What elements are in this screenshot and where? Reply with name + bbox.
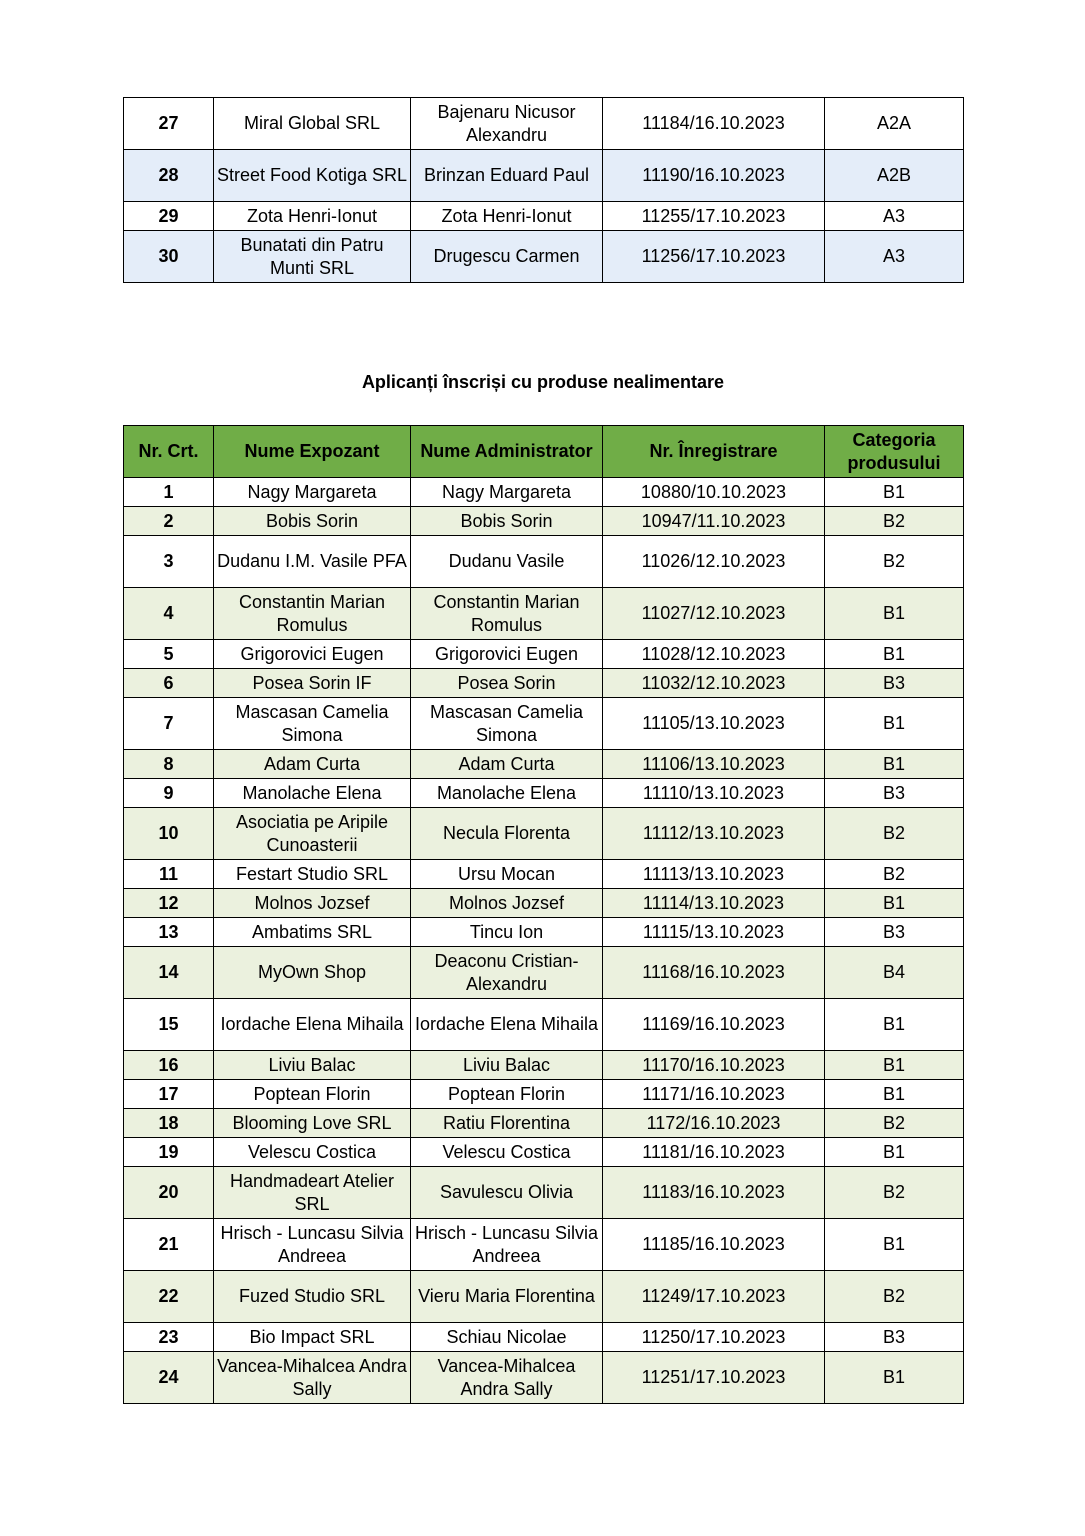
cell-nr-inregistrare: 1172/16.10.2023 — [603, 1109, 825, 1138]
cell-nume-expozant: Liviu Balac — [214, 1051, 411, 1080]
cell-nr: 14 — [124, 947, 214, 999]
header-nr-inregistrare: Nr. Înregistrare — [603, 426, 825, 478]
cell-categoria: B1 — [825, 698, 964, 750]
cell-nume-expozant: Mascasan Camelia Simona — [214, 698, 411, 750]
section-title: Aplicanți înscriși cu produse nealimentare — [361, 372, 725, 392]
cell-nume-expozant: Miral Global SRL — [214, 98, 411, 150]
top-table-body — [124, 98, 964, 283]
table-row — [124, 478, 964, 507]
cell-categoria: A3 — [825, 202, 964, 231]
cell-nume-administrator: Constantin Marian Romulus — [411, 588, 603, 640]
cell-nr-inregistrare: 11250/17.10.2023 — [603, 1323, 825, 1352]
cell-nr-inregistrare: 11249/17.10.2023 — [603, 1271, 825, 1323]
cell-nume-expozant: Nagy Margareta — [214, 478, 411, 507]
cell-nr: 9 — [124, 779, 214, 808]
cell-nume-expozant: Blooming Love SRL — [214, 1109, 411, 1138]
table-row — [124, 98, 964, 150]
cell-nr: 13 — [124, 918, 214, 947]
cell-nume-expozant: Vancea-Mihalcea Andra Sally — [214, 1352, 411, 1404]
cell-categoria: B1 — [825, 750, 964, 779]
header-row — [124, 426, 964, 478]
cell-nume-administrator: Deaconu Cristian-Alexandru — [411, 947, 603, 999]
cell-nr-inregistrare: 11181/16.10.2023 — [603, 1138, 825, 1167]
cell-nume-administrator: Tincu Ion — [411, 918, 603, 947]
cell-nr: 29 — [124, 202, 214, 231]
cell-nume-expozant: Festart Studio SRL — [214, 860, 411, 889]
cell-nume-administrator: Velescu Costica — [411, 1138, 603, 1167]
cell-nr-inregistrare: 11251/17.10.2023 — [603, 1352, 825, 1404]
cell-nr: 20 — [124, 1167, 214, 1219]
cell-nume-expozant: Grigorovici Eugen — [214, 640, 411, 669]
table-row — [124, 698, 964, 750]
cell-nume-expozant: Hrisch - Luncasu Silvia Andreea — [214, 1219, 411, 1271]
cell-categoria: B1 — [825, 1219, 964, 1271]
cell-nume-expozant: Molnos Jozsef — [214, 889, 411, 918]
table-row — [124, 999, 964, 1051]
cell-nume-administrator: Schiau Nicolae — [411, 1323, 603, 1352]
cell-nume-expozant: Iordache Elena Mihaila — [214, 999, 411, 1051]
table-row — [124, 1051, 964, 1080]
table-row — [124, 507, 964, 536]
header-nume-expozant: Nume Expozant — [214, 426, 411, 478]
cell-nr: 24 — [124, 1352, 214, 1404]
cell-nr: 8 — [124, 750, 214, 779]
table-row — [124, 231, 964, 283]
cell-nume-administrator: Drugescu Carmen — [411, 231, 603, 283]
cell-nume-administrator: Vancea-Mihalcea Andra Sally — [411, 1352, 603, 1404]
table-row — [124, 1323, 964, 1352]
table-row — [124, 669, 964, 698]
cell-nr-inregistrare: 11183/16.10.2023 — [603, 1167, 825, 1219]
cell-nr-inregistrare: 10880/10.10.2023 — [603, 478, 825, 507]
cell-categoria: A2A — [825, 98, 964, 150]
cell-nr: 27 — [124, 98, 214, 150]
cell-nr-inregistrare: 11112/13.10.2023 — [603, 808, 825, 860]
cell-nume-expozant: Ambatims SRL — [214, 918, 411, 947]
table-row — [124, 860, 964, 889]
cell-nume-administrator: Grigorovici Eugen — [411, 640, 603, 669]
header-nr-crt: Nr. Crt. — [124, 426, 214, 478]
cell-categoria: B3 — [825, 1323, 964, 1352]
main-table-body — [124, 478, 964, 1404]
cell-nr-inregistrare: 11185/16.10.2023 — [603, 1219, 825, 1271]
table-row — [124, 808, 964, 860]
table-row — [124, 1271, 964, 1323]
table-row — [124, 947, 964, 999]
cell-categoria: B1 — [825, 999, 964, 1051]
cell-nume-administrator: Posea Sorin — [411, 669, 603, 698]
table-row — [124, 1109, 964, 1138]
cell-nr-inregistrare: 11115/13.10.2023 — [603, 918, 825, 947]
cell-nr-inregistrare: 11106/13.10.2023 — [603, 750, 825, 779]
cell-nr-inregistrare: 11169/16.10.2023 — [603, 999, 825, 1051]
cell-nr-inregistrare: 10947/11.10.2023 — [603, 507, 825, 536]
cell-categoria: A2B — [825, 150, 964, 202]
cell-categoria: B2 — [825, 507, 964, 536]
table-row — [124, 918, 964, 947]
table-row — [124, 588, 964, 640]
cell-nr: 1 — [124, 478, 214, 507]
cell-nume-administrator: Vieru Maria Florentina — [411, 1271, 603, 1323]
cell-nr-inregistrare: 11026/12.10.2023 — [603, 536, 825, 588]
cell-categoria: B2 — [825, 536, 964, 588]
cell-nume-administrator: Nagy Margareta — [411, 478, 603, 507]
cell-nr-inregistrare: 11168/16.10.2023 — [603, 947, 825, 999]
cell-nume-administrator: Bajenaru Nicusor Alexandru — [411, 98, 603, 150]
cell-nr: 11 — [124, 860, 214, 889]
cell-nume-expozant: Bobis Sorin — [214, 507, 411, 536]
cell-categoria: B1 — [825, 588, 964, 640]
table-row — [124, 889, 964, 918]
cell-categoria: A3 — [825, 231, 964, 283]
cell-categoria: B1 — [825, 1080, 964, 1109]
cell-categoria: B1 — [825, 478, 964, 507]
table-row — [124, 1352, 964, 1404]
cell-categoria: B3 — [825, 918, 964, 947]
cell-nume-administrator: Liviu Balac — [411, 1051, 603, 1080]
cell-categoria: B2 — [825, 808, 964, 860]
cell-nr: 2 — [124, 507, 214, 536]
cell-nr-inregistrare: 11027/12.10.2023 — [603, 588, 825, 640]
cell-nr-inregistrare: 11255/17.10.2023 — [603, 202, 825, 231]
cell-nume-expozant: Velescu Costica — [214, 1138, 411, 1167]
cell-nume-administrator: Hrisch - Luncasu Silvia Andreea — [411, 1219, 603, 1271]
cell-nr: 21 — [124, 1219, 214, 1271]
cell-nr: 3 — [124, 536, 214, 588]
cell-categoria: B3 — [825, 669, 964, 698]
table-row — [124, 1080, 964, 1109]
cell-nr-inregistrare: 11028/12.10.2023 — [603, 640, 825, 669]
cell-nr-inregistrare: 11170/16.10.2023 — [603, 1051, 825, 1080]
cell-nume-expozant: Posea Sorin IF — [214, 669, 411, 698]
cell-nr: 19 — [124, 1138, 214, 1167]
cell-nr-inregistrare: 11184/16.10.2023 — [603, 98, 825, 150]
cell-nr: 28 — [124, 150, 214, 202]
cell-nr-inregistrare: 11110/13.10.2023 — [603, 779, 825, 808]
table-row — [124, 150, 964, 202]
table-row — [124, 779, 964, 808]
cell-nr-inregistrare: 11032/12.10.2023 — [603, 669, 825, 698]
table-row — [124, 640, 964, 669]
cell-nr: 16 — [124, 1051, 214, 1080]
cell-nume-expozant: Manolache Elena — [214, 779, 411, 808]
cell-categoria: B3 — [825, 779, 964, 808]
cell-nume-expozant: Adam Curta — [214, 750, 411, 779]
cell-nr: 5 — [124, 640, 214, 669]
cell-categoria: B1 — [825, 889, 964, 918]
cell-nume-administrator: Brinzan Eduard Paul — [411, 150, 603, 202]
cell-nr: 10 — [124, 808, 214, 860]
cell-nume-administrator: Molnos Jozsef — [411, 889, 603, 918]
cell-nume-expozant: Poptean Florin — [214, 1080, 411, 1109]
table-row — [124, 1138, 964, 1167]
cell-nr: 7 — [124, 698, 214, 750]
cell-nume-administrator: Adam Curta — [411, 750, 603, 779]
cell-categoria: B4 — [825, 947, 964, 999]
cell-nume-administrator: Mascasan Camelia Simona — [411, 698, 603, 750]
cell-nr: 4 — [124, 588, 214, 640]
main-table-header — [124, 426, 964, 478]
cell-nume-expozant: Asociatia pe Aripile Cunoasterii — [214, 808, 411, 860]
cell-nume-administrator: Poptean Florin — [411, 1080, 603, 1109]
table-row — [124, 202, 964, 231]
cell-categoria: B2 — [825, 1109, 964, 1138]
table-row — [124, 1167, 964, 1219]
cell-nume-administrator: Manolache Elena — [411, 779, 603, 808]
cell-nr: 17 — [124, 1080, 214, 1109]
cell-nume-expozant: Zota Henri-Ionut — [214, 202, 411, 231]
cell-categoria: B2 — [825, 1271, 964, 1323]
cell-nume-administrator: Dudanu Vasile — [411, 536, 603, 588]
cell-nume-expozant: Fuzed Studio SRL — [214, 1271, 411, 1323]
table-row — [124, 750, 964, 779]
top-table — [123, 97, 964, 283]
cell-categoria: B1 — [825, 1051, 964, 1080]
cell-categoria: B1 — [825, 1352, 964, 1404]
cell-nume-administrator: Savulescu Olivia — [411, 1167, 603, 1219]
cell-nume-administrator: Ursu Mocan — [411, 860, 603, 889]
cell-nume-administrator: Necula Florenta — [411, 808, 603, 860]
cell-nume-expozant: Street Food Kotiga SRL — [214, 150, 411, 202]
cell-nume-expozant: Dudanu I.M. Vasile PFA — [214, 536, 411, 588]
cell-nr: 6 — [124, 669, 214, 698]
main-table — [123, 425, 964, 1404]
cell-nr-inregistrare: 11190/16.10.2023 — [603, 150, 825, 202]
cell-nume-administrator: Iordache Elena Mihaila — [411, 999, 603, 1051]
header-categoria-produsului: Categoria produsului — [825, 426, 964, 478]
cell-nume-administrator: Zota Henri-Ionut — [411, 202, 603, 231]
cell-nume-administrator: Bobis Sorin — [411, 507, 603, 536]
cell-nr: 30 — [124, 231, 214, 283]
cell-nume-expozant: Handmadeart Atelier SRL — [214, 1167, 411, 1219]
cell-nume-expozant: Constantin Marian Romulus — [214, 588, 411, 640]
cell-nume-expozant: MyOwn Shop — [214, 947, 411, 999]
cell-nr: 22 — [124, 1271, 214, 1323]
header-nume-administrator: Nume Administrator — [411, 426, 603, 478]
cell-nr-inregistrare: 11113/13.10.2023 — [603, 860, 825, 889]
table-row — [124, 1219, 964, 1271]
cell-categoria: B1 — [825, 1138, 964, 1167]
cell-nume-expozant: Bio Impact SRL — [214, 1323, 411, 1352]
cell-nr: 23 — [124, 1323, 214, 1352]
cell-nr: 15 — [124, 999, 214, 1051]
cell-nr-inregistrare: 11114/13.10.2023 — [603, 889, 825, 918]
cell-nr: 18 — [124, 1109, 214, 1138]
cell-categoria: B2 — [825, 860, 964, 889]
table-row — [124, 536, 964, 588]
cell-nr-inregistrare: 11105/13.10.2023 — [603, 698, 825, 750]
cell-nume-administrator: Ratiu Florentina — [411, 1109, 603, 1138]
cell-categoria: B1 — [825, 640, 964, 669]
cell-categoria: B2 — [825, 1167, 964, 1219]
cell-nr-inregistrare: 11171/16.10.2023 — [603, 1080, 825, 1109]
cell-nume-expozant: Bunatati din Patru Munti SRL — [214, 231, 411, 283]
cell-nr-inregistrare: 11256/17.10.2023 — [603, 231, 825, 283]
cell-nr: 12 — [124, 889, 214, 918]
